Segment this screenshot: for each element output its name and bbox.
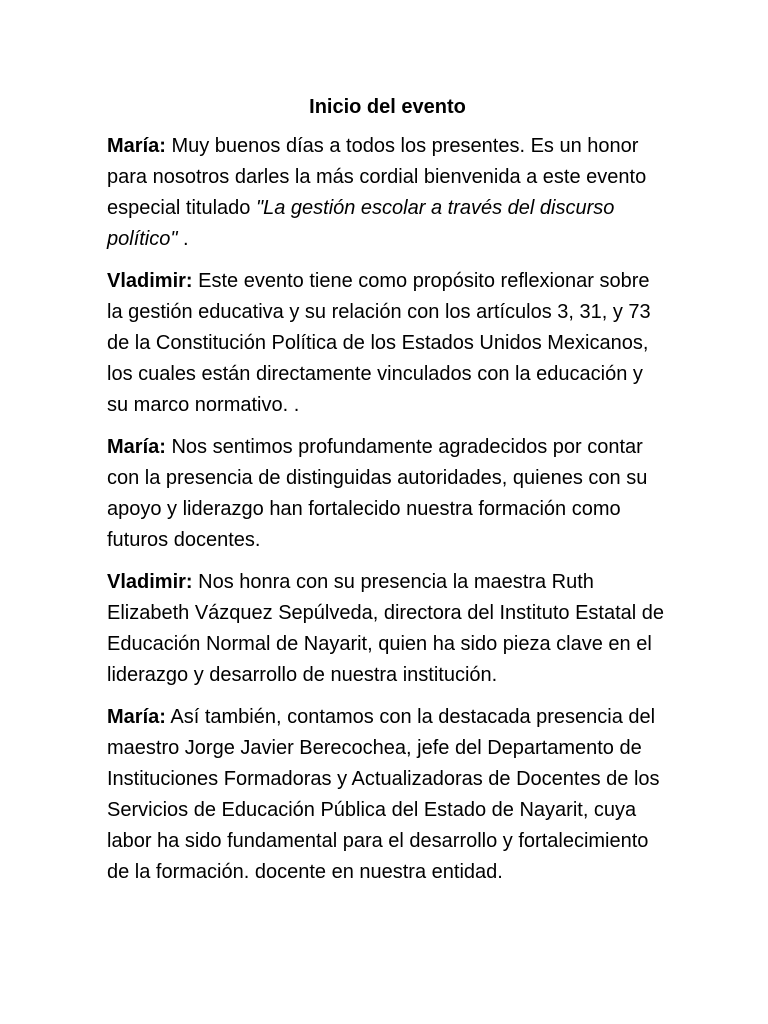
paragraph-text: Nos honra con su presencia la maestra Ruth Elizabeth Vázquez Sepúlveda, directora del Instituto Estatal de Educación Normal de Nayarit, quien ha sido pieza clave en el liderazgo y desarrollo de nuestra institución.	[107, 571, 665, 686]
document-title: Inicio del evento	[309, 96, 466, 118]
speaker-label: María:	[107, 135, 166, 157]
paragraph-text-end: .	[177, 228, 189, 250]
paragraph-vladimir-purpose	[107, 266, 668, 421]
paragraph-text: Nos sentimos profundamente agradecidos por contar con la presencia de distinguidas autoridades, quienes con su apoyo y liderazgo han fortalecido nuestra formación como futuros docentes.	[107, 436, 648, 551]
paragraph-text: Este evento tiene como propósito reflexionar sobre la gestión educativa y su relación con los artículos 3, 31, y 73 de la Constitución Política de los Estados Unidos Mexicanos, los cuales están directamente vinculados con la educación y su marco normativo. .	[107, 270, 651, 416]
speaker-label: María:	[107, 706, 166, 728]
paragraph-maria-thanks	[107, 432, 668, 556]
speaker-label: María:	[107, 436, 166, 458]
paragraph-maria-welcome	[107, 131, 668, 255]
speaker-label: Vladimir:	[107, 571, 193, 593]
event-title-quote: "La gestión escolar a través del discurso político"	[107, 197, 615, 250]
paragraph-text: Muy buenos días a todos los presentes. Es un honor para nosotros darles la más cordial bienvenida a este evento especial titulado	[107, 135, 647, 219]
paragraph-vladimir-director	[107, 567, 668, 691]
speaker-label: Vladimir:	[107, 270, 193, 292]
paragraph-text: Así también, contamos con la destacada presencia del maestro Jorge Javier Berecochea, jefe del Departamento de Instituciones Formadoras y Actualizadoras de Docentes de los Servicios de Educación Pública del Estado de Nayarit, cuya labor ha sido fundamental para el desarrollo y fortalecimiento de la formación. docente en nuestra entidad.	[107, 706, 660, 883]
paragraph-maria-department-head	[107, 702, 668, 888]
